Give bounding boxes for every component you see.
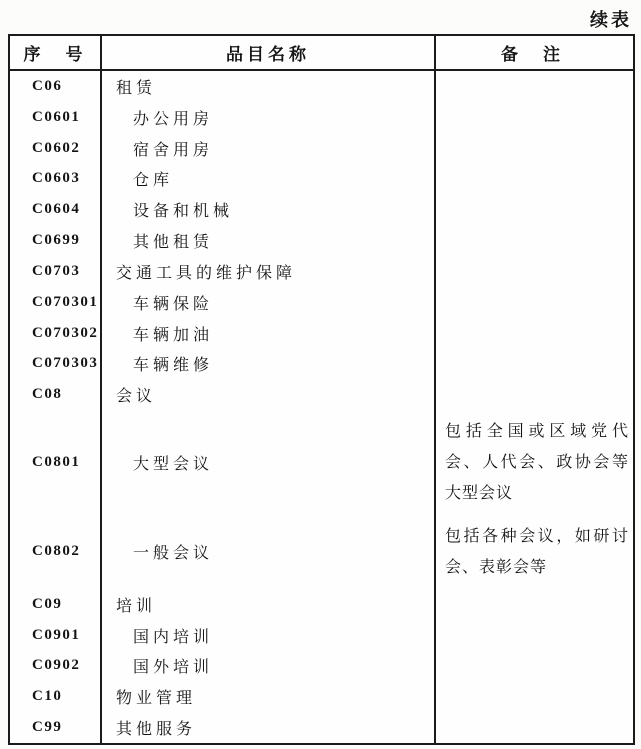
- table-row: [10, 256, 633, 287]
- table-row: [10, 102, 633, 133]
- row-code: C0703: [32, 262, 81, 279]
- row-remark: [436, 102, 633, 133]
- table-row: [10, 163, 633, 194]
- row-code: C0602: [32, 139, 81, 156]
- row-remark: [436, 620, 633, 651]
- table-row: [10, 712, 633, 743]
- row-code: C070301: [32, 293, 99, 310]
- table-row: [10, 651, 633, 682]
- row-remark: [436, 410, 633, 515]
- row-code: C08: [32, 386, 63, 403]
- row-code: C0603: [32, 170, 81, 187]
- row-remark: [436, 379, 633, 410]
- row-item-name: 会议: [100, 379, 436, 410]
- row-item-name: 交通工具的维护保障: [100, 256, 436, 287]
- row-code: C0901: [32, 626, 81, 643]
- row-item-name: 车辆加油: [100, 318, 436, 349]
- table-row: [10, 589, 633, 620]
- continued-table-label: 续表: [590, 10, 632, 30]
- table-row: [10, 379, 633, 410]
- items-table: [8, 34, 635, 745]
- row-remark: [436, 348, 633, 379]
- header-serial-number: 序 号: [23, 45, 87, 64]
- table-row: [10, 620, 633, 651]
- row-item-name: 大型会议: [100, 410, 436, 515]
- row-remark: [436, 589, 633, 620]
- row-code: C0902: [32, 657, 81, 674]
- row-item-name: 宿舍用房: [100, 133, 436, 164]
- row-item-name: 设备和机械: [100, 194, 436, 225]
- row-item-name: 租赁: [100, 71, 436, 102]
- row-code: C99: [32, 719, 63, 736]
- row-remark: [436, 681, 633, 712]
- row-code: C10: [32, 688, 63, 705]
- header-remarks: 备 注: [501, 45, 564, 64]
- row-code: C0604: [32, 201, 81, 218]
- row-remark-text: 包括各种会议，如研讨会、表彰会等: [445, 527, 629, 576]
- table-row: [10, 287, 633, 318]
- table-header-row: [10, 36, 633, 71]
- row-item-name: 国外培训: [100, 651, 436, 682]
- row-remark: [436, 287, 633, 318]
- row-item-name: 车辆保险: [100, 287, 436, 318]
- row-remark: [436, 256, 633, 287]
- table-row: [10, 133, 633, 164]
- row-code: C0801: [32, 454, 81, 471]
- row-item-name: 其他租赁: [100, 225, 436, 256]
- table-row: [10, 348, 633, 379]
- row-remark: [436, 71, 633, 102]
- row-code: C0802: [32, 543, 81, 560]
- table-body: [10, 71, 633, 743]
- row-code: C06: [32, 77, 63, 94]
- header-item-name: 品目名称: [100, 36, 436, 69]
- table-row: [10, 225, 633, 256]
- row-remark: [436, 318, 633, 349]
- row-remark: [436, 651, 633, 682]
- row-item-name: 国内培训: [100, 620, 436, 651]
- row-item-name: 车辆维修: [100, 348, 436, 379]
- row-remark: [436, 225, 633, 256]
- row-item-name: 物业管理: [100, 681, 436, 712]
- row-remark: [436, 133, 633, 164]
- row-item-name: 办公用房: [100, 102, 436, 133]
- row-code: C0601: [32, 108, 81, 125]
- table-row: [10, 515, 633, 589]
- row-remark: [436, 163, 633, 194]
- row-code: C09: [32, 595, 63, 612]
- row-code: C0699: [32, 232, 81, 249]
- table-row: [10, 681, 633, 712]
- table-row: [10, 194, 633, 225]
- row-item-name: 仓库: [100, 163, 436, 194]
- row-code: C070302: [32, 324, 99, 341]
- row-remark: [436, 194, 633, 225]
- table-row: [10, 71, 633, 102]
- row-item-name: 一般会议: [100, 515, 436, 589]
- row-item-name: 其他服务: [100, 712, 436, 743]
- row-remark-text: 包括全国或区域党代会、人代会、政协会等大型会议: [445, 423, 629, 503]
- row-item-name: 培训: [100, 589, 436, 620]
- table-row: [10, 410, 633, 515]
- row-code: C070303: [32, 355, 99, 372]
- row-remark: [436, 712, 633, 743]
- table-row: [10, 318, 633, 349]
- row-remark: [436, 515, 633, 589]
